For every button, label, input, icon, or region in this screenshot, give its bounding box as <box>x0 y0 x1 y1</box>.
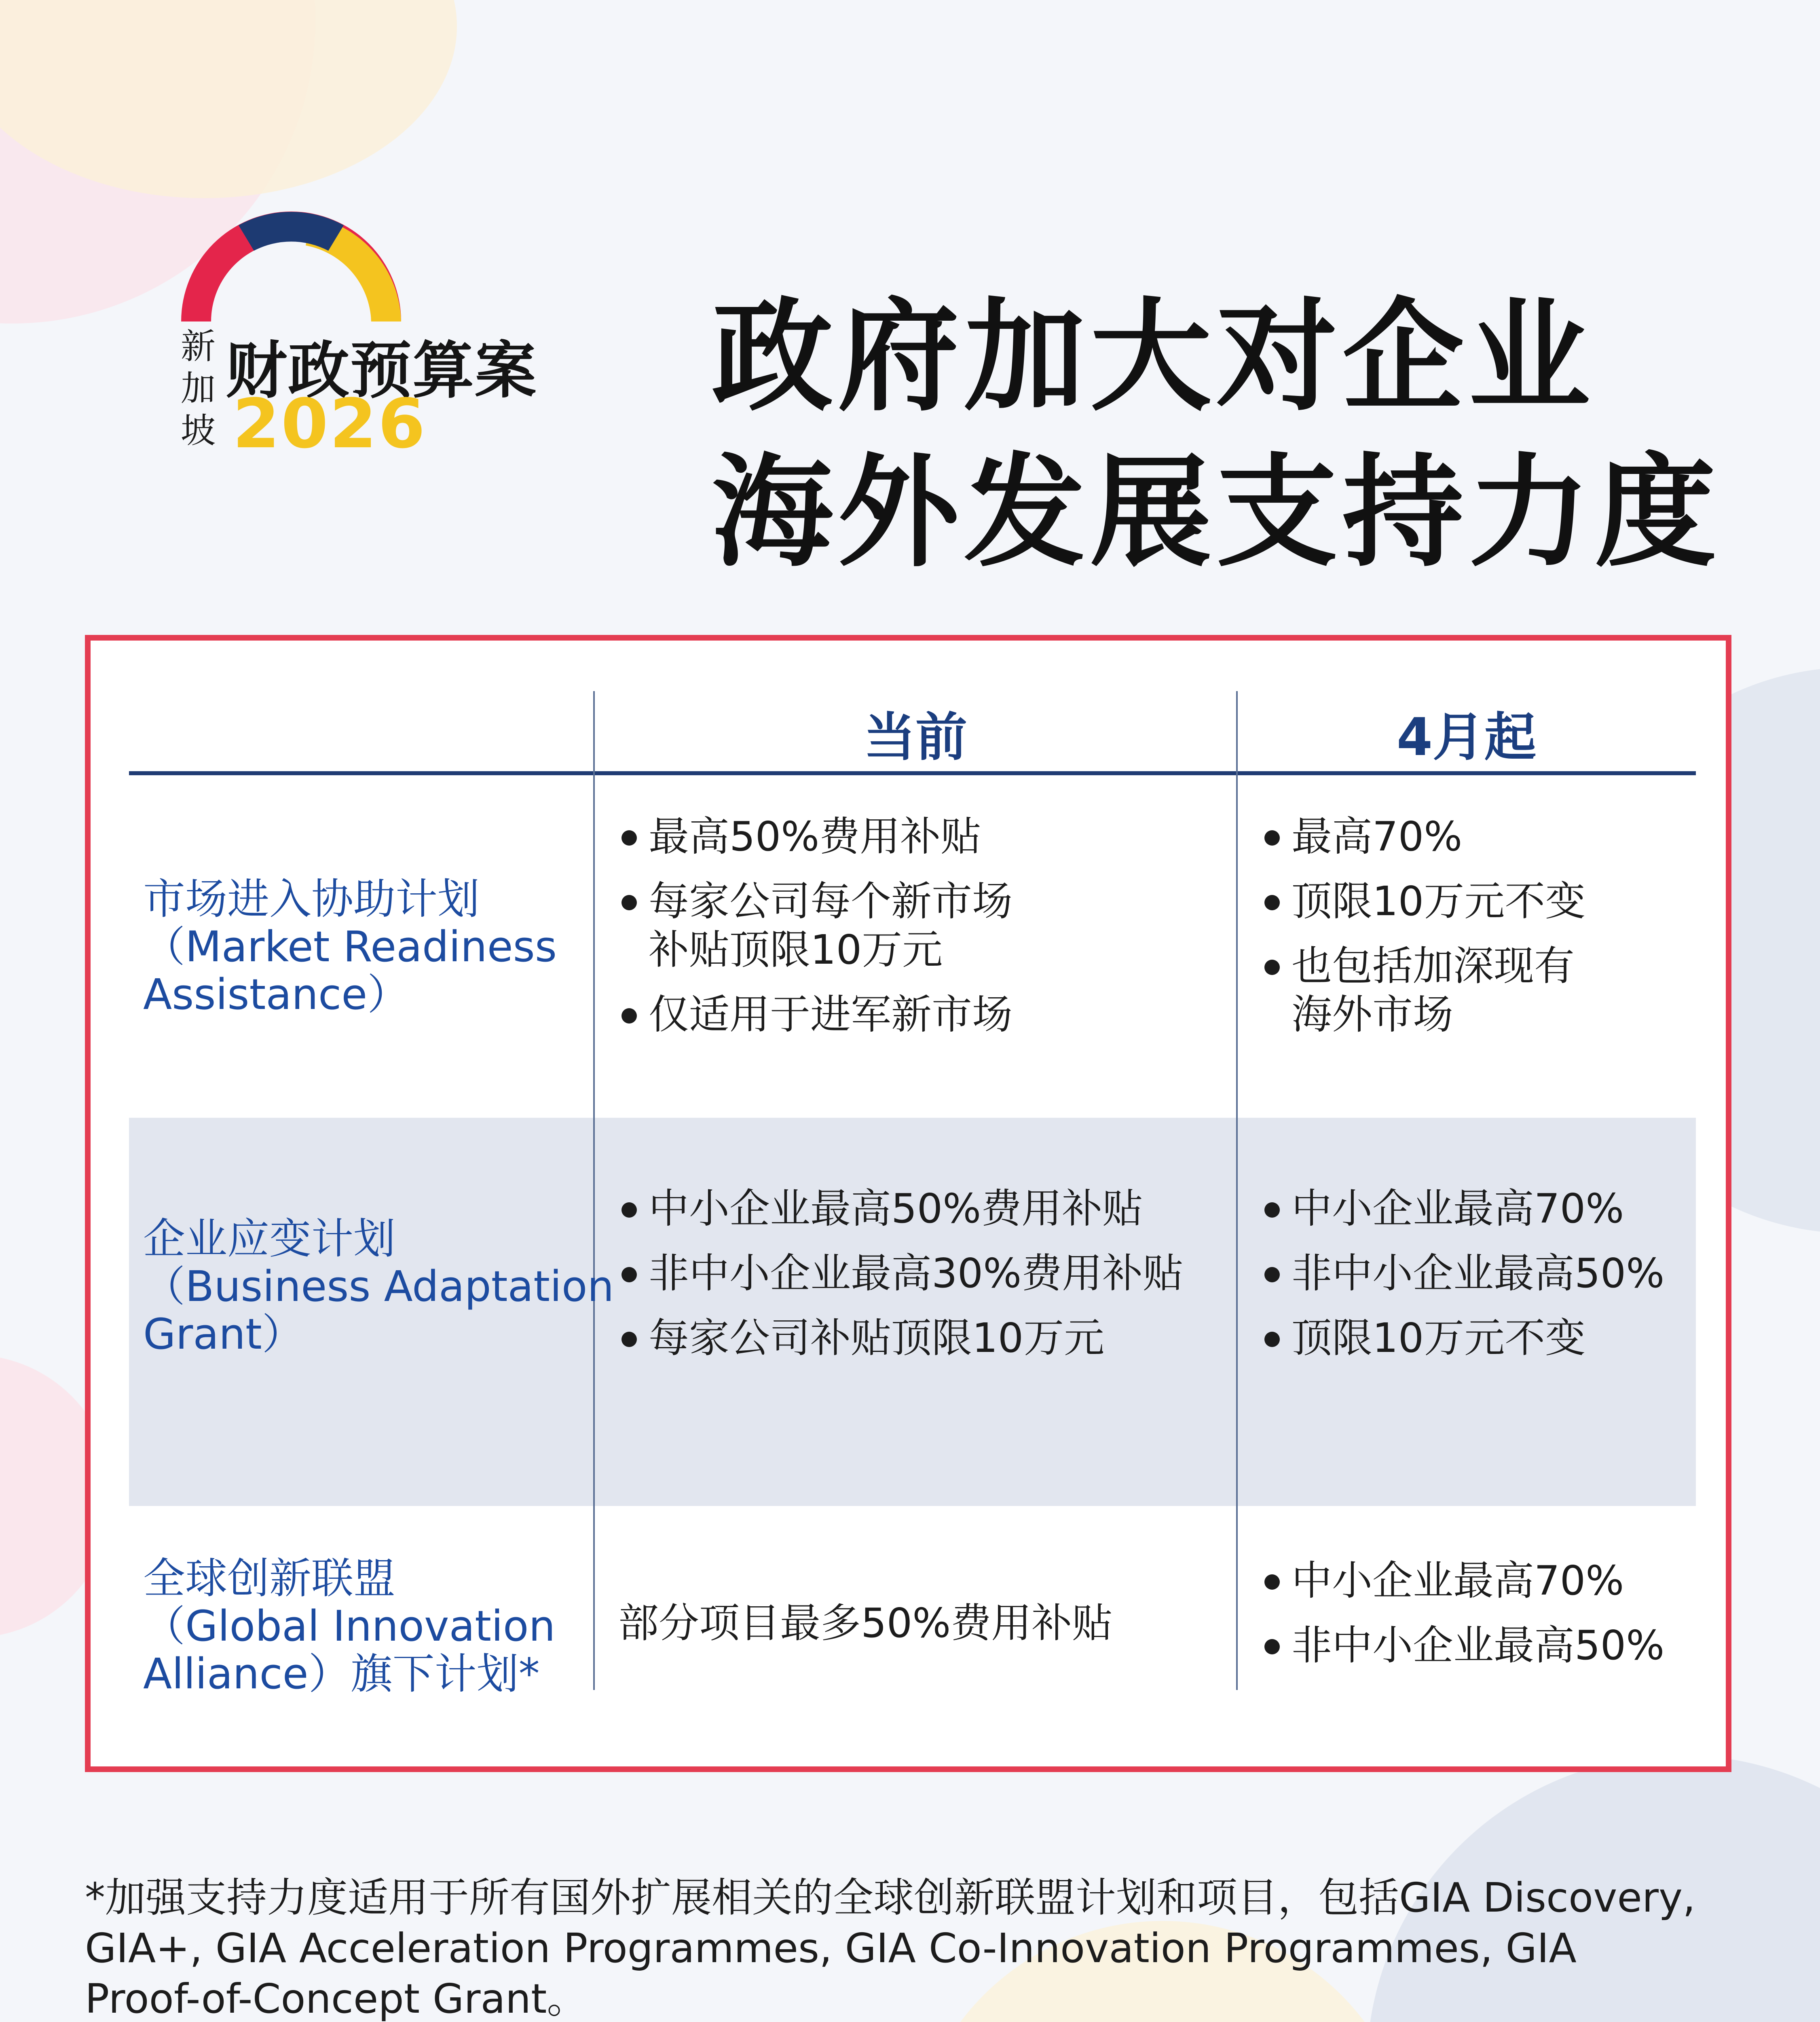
list-item: 中小企业最高70% <box>1261 1184 1664 1233</box>
column-header-current: 当前 <box>863 707 967 768</box>
footnote: *加强支持力度适用于所有国外扩展相关的全球创新联盟计划和项目，包括GIA Discovery, GIA+, GIA Acceleration Programmes, GIA Co-Innovation Programmes, GIA Proof-of-Concept Grant。 <box>85 1874 1696 2022</box>
list-item: 非中小企业最高30%费用补贴 <box>618 1249 1183 1298</box>
column-divider <box>593 691 595 1690</box>
list-item: 顶限10万元不变 <box>1261 877 1585 926</box>
bg-bubble <box>0 0 457 198</box>
list-item: 最高70% <box>1261 812 1585 861</box>
list-item: 也包括加深现有 海外市场 <box>1261 942 1585 1039</box>
list-item: 每家公司补贴顶限10万元 <box>618 1314 1183 1362</box>
logo-title: 财政预算案 <box>226 335 537 406</box>
cell-april-global-innovation <box>1261 1557 1664 1686</box>
logo-year: 2026 <box>233 384 427 463</box>
cell-current-market-readiness <box>618 812 1013 1055</box>
cell-current-business-adaptation <box>618 1184 1183 1379</box>
header-rule <box>129 771 1696 775</box>
column-divider <box>1236 691 1238 1690</box>
cell-april-market-readiness <box>1261 812 1585 1055</box>
row-label-business-adaptation: 企业应变计划 （Business Adaptation Grant） <box>143 1214 614 1359</box>
list-item: 每家公司每个新市场 补贴顶限10万元 <box>618 877 1013 974</box>
row-label-market-readiness: 市场进入协助计划 （Market Readiness Assistance） <box>143 874 557 1019</box>
list-item: 中小企业最高50%费用补贴 <box>618 1184 1183 1233</box>
arch-logo-icon <box>178 200 404 330</box>
cell-april-business-adaptation <box>1261 1184 1664 1379</box>
list-item: 非中小企业最高50% <box>1261 1621 1664 1670</box>
headline-line-2: 海外发展支持力度 <box>712 442 1721 583</box>
column-header-from-april: 4月起 <box>1396 707 1537 768</box>
row-label-global-innovation: 全球创新联盟 （Global Innovation Alliance）旗下计划* <box>143 1554 556 1698</box>
logo-side-text: 新 加 坡 <box>181 326 216 451</box>
headline-line-1: 政府加大对企业 <box>712 286 1595 427</box>
headline <box>712 279 1721 590</box>
list-item: 仅适用于进军新市场 <box>618 990 1013 1039</box>
list-item: 顶限10万元不变 <box>1261 1314 1664 1362</box>
list-item: 中小企业最高70% <box>1261 1557 1664 1605</box>
comparison-table-box <box>85 635 1731 1772</box>
list-item: 非中小企业最高50% <box>1261 1249 1664 1298</box>
budget-logo <box>178 200 582 475</box>
list-item: 最高50%费用补贴 <box>618 812 1013 861</box>
cell-current-global-innovation: 部分项目最多50%费用补贴 <box>618 1599 1113 1647</box>
